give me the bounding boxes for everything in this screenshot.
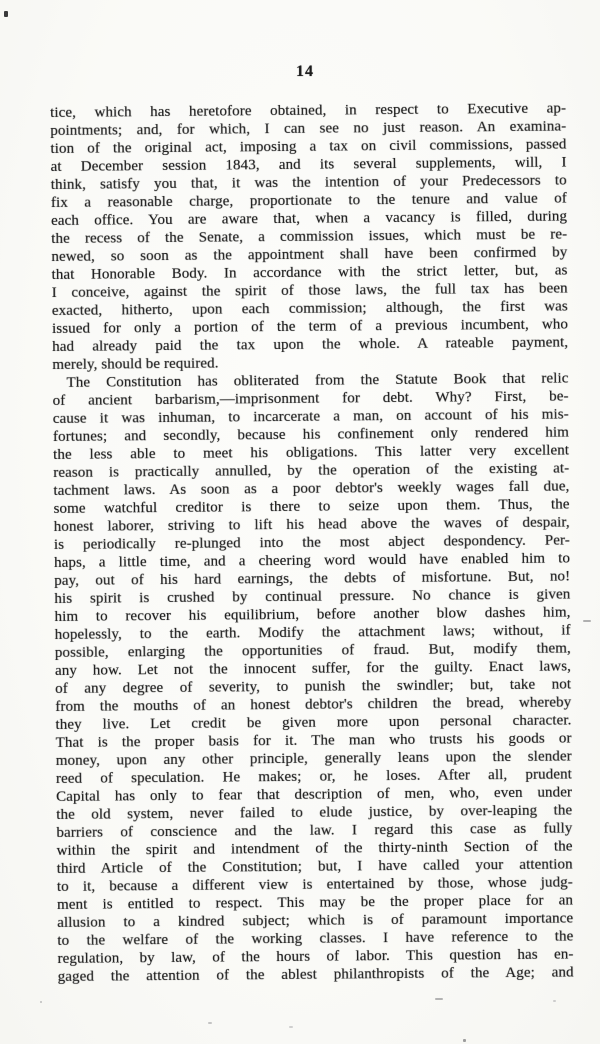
scan-speck (463, 1039, 466, 1042)
text-line: barriers of conscience and the law. I regard this case as fully (56, 820, 573, 841)
text-line: reason is practically annulled, by the operation of the existing at- (53, 460, 570, 481)
text-line: some watchful creditor is there to seize upon them. Thus, the (53, 496, 570, 517)
text-line: of any degree of severity, to punish the swindler; but, take not (55, 676, 572, 697)
text-line: his spirit is crushed by continual pressure. No chance is given (54, 586, 571, 607)
page-number: 14 (296, 63, 314, 80)
text-line: newed, so soon as the appointment shall have been confirmed by (51, 244, 568, 265)
text-line: the recess of the Senate, a commission issues, which must be re- (51, 226, 568, 247)
scan-speck (208, 1022, 212, 1024)
text-line: any how. Let not the innocent suffer, for the guilty. Enact laws, (54, 658, 571, 679)
text-line: to the welfare of the working classes. I have reference to the (57, 928, 574, 949)
text-line: tachment laws. As soon as a poor debtor's weekly wages fall due, (53, 478, 570, 499)
text-line: that Honorable Body. In accordance with the strict letter, but, as (51, 262, 568, 283)
scan-speck (289, 1026, 293, 1028)
text-line: the less able to meet his obligations. This latter very excellent (52, 442, 570, 463)
text-line: at December session 1843, and its several supplements, will, I (50, 154, 567, 175)
text-line: Capital has only to fear that description of men, who, even under (55, 784, 573, 805)
text-line: The Constitution has obliterated from the Statute Book that relic (66, 370, 569, 391)
text-line: pay, out of his hard earnings, the debts of misfortune. But, no! (54, 568, 571, 589)
text-line: tice, which has heretofore obtained, in respect to Executive ap- (50, 100, 567, 121)
scan-speck (40, 1001, 42, 1003)
paragraph-constitution-debt (52, 369, 573, 985)
text-line: ment is entitled to respect. This may be the proper place for an (56, 892, 574, 913)
text-line: of ancient barbarism,—imprisonment for debt. Why? First, be- (52, 388, 569, 409)
text-line: each office. You are aware that, when a vacancy is filled, during (50, 208, 568, 229)
text-line: reed of speculation. He makes; or, he loses. After all, prudent (55, 766, 572, 787)
text-line: to it, because a different view is entertained by those, whose judg- (56, 874, 573, 895)
text-line: haps, a little time, and a cheering word would have enabled him to (53, 550, 571, 571)
text-line: possible, enlarging the opportunities of fraud. But, modify them, (54, 640, 571, 661)
text-line: tion of the original act, imposing a tax on civil commissions, passed (50, 136, 567, 157)
scan-speck (553, 1000, 556, 1002)
text-line: issued for only a portion of the term of a previous incumbent, who (51, 316, 569, 337)
text-line: fix a reasonable charge, proportionate to the tenure and value of (50, 190, 567, 211)
scan-speck (435, 998, 443, 1000)
text-line: pointments; and, for which, I can see no just reason. An examina- (50, 118, 567, 139)
text-line: is periodically re-plunged into the most abject despondency. Per- (53, 532, 570, 553)
text-line: gaged the attention of the ablest philanthropists of the Age; and (57, 964, 574, 985)
text-line: fortunes; and secondly, because his confinement only rendered him (52, 424, 569, 445)
text-line: from the mouths of an honest debtor's children the bread, whereby (55, 694, 572, 715)
text-line: I conceive, against the spirit of those laws, the full tax has been (51, 280, 568, 301)
text-line: allusion to a kindred subject; which is of paramount importance (57, 910, 574, 931)
paragraph-continued (50, 99, 568, 373)
text-line: That is the proper basis for it. The man who trusts his goods or (55, 730, 572, 751)
text-line: cause it was inhuman, to incarcerate a man, on account of his mis- (52, 406, 569, 427)
text-line: him to recover his equilibrium, before another blow dashes him, (54, 604, 571, 625)
text-line: money, upon any other principle, generally leans upon the slender (55, 748, 572, 769)
text-line: hopelessly, to the earth. Modify the attachment laws; without, if (54, 622, 571, 643)
text-line: had already paid the tax upon the whole. A rateable payment, (52, 334, 569, 355)
text-line: within the spirit and intendment of the thirty-ninth Section of the (56, 838, 573, 859)
scan-speck (4, 11, 8, 17)
text-line: they live. Let credit be given more upon personal character. (55, 712, 572, 733)
text-line: honest laborer, striving to lift his head above the waves of despair, (53, 514, 570, 535)
text-line: the old system, never failed to elude justice, by over-leaping the (56, 802, 573, 823)
text-line: merely, should be required. (52, 355, 219, 373)
scan-speck (583, 620, 591, 622)
text-line: third Article of the Constitution; but, I have called your attention (56, 856, 573, 877)
text-line: exacted, hitherto, upon each commission; although, the first was (51, 298, 568, 319)
text-line: think, satisfy you that, it was the intention of your Predecessors to (50, 172, 567, 193)
text-line: regulation, by law, of the hours of labor. This question has en- (57, 946, 574, 967)
page-text (50, 99, 574, 985)
